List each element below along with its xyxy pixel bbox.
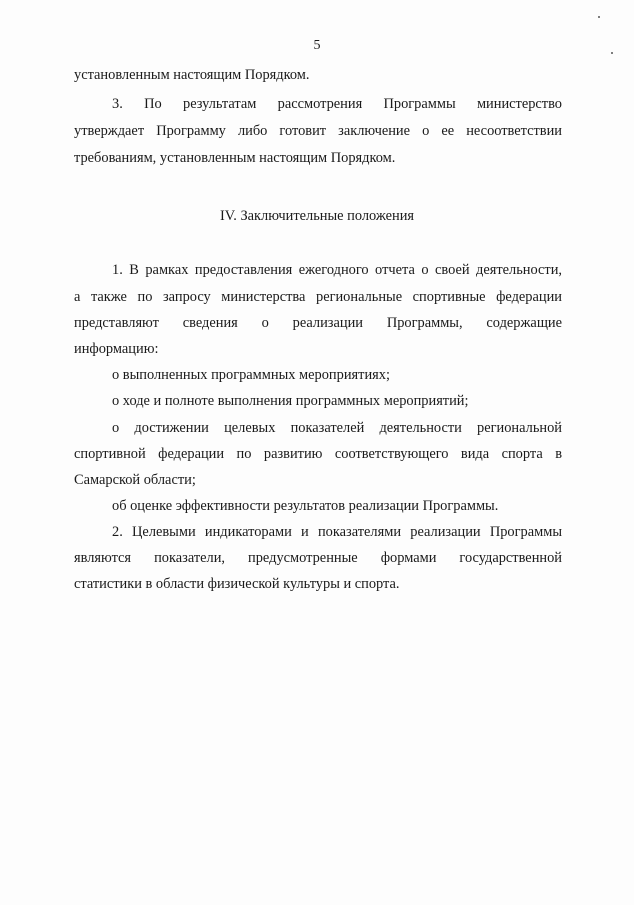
- text-line: статистики в области физической культуры и спорта.: [74, 576, 400, 592]
- text-line: информацию:: [74, 341, 159, 357]
- text-line: спортивной федерации по развитию соответствующего вида спорта в: [74, 446, 562, 462]
- text-line: представляют сведения о реализации Программы, содержащие: [74, 315, 562, 331]
- scan-speck: [611, 52, 613, 54]
- text-line: об оценке эффективности результатов реализации Программы.: [112, 498, 499, 514]
- text-line: являются показатели, предусмотренные формами государственной: [74, 550, 562, 566]
- text-line: о выполненных программных мероприятиях;: [112, 367, 390, 383]
- text-line: Самарской области;: [74, 472, 196, 488]
- text-line: о ходе и полноте выполнения программных мероприятий;: [112, 393, 469, 409]
- text-line: требованиям, установленным настоящим Порядком.: [74, 150, 396, 166]
- section-heading: IV. Заключительные положения: [219, 208, 415, 224]
- text-line: установленным настоящим Порядком.: [74, 67, 310, 83]
- page-number: 5: [313, 38, 321, 53]
- text-line: 3. По результатам рассмотрения Программы министерство: [112, 96, 562, 112]
- text-line: 2. Целевыми индикаторами и показателями реализации Программы: [112, 524, 562, 540]
- scan-speck: [598, 16, 600, 18]
- text-line: а также по запросу министерства региональные спортивные федерации: [74, 289, 562, 305]
- text-line: о достижении целевых показателей деятельности региональной: [112, 420, 562, 436]
- text-line: 1. В рамках предоставления ежегодного отчета о своей деятельности,: [112, 262, 562, 278]
- text-line: утверждает Программу либо готовит заключение о ее несоответствии: [74, 123, 562, 139]
